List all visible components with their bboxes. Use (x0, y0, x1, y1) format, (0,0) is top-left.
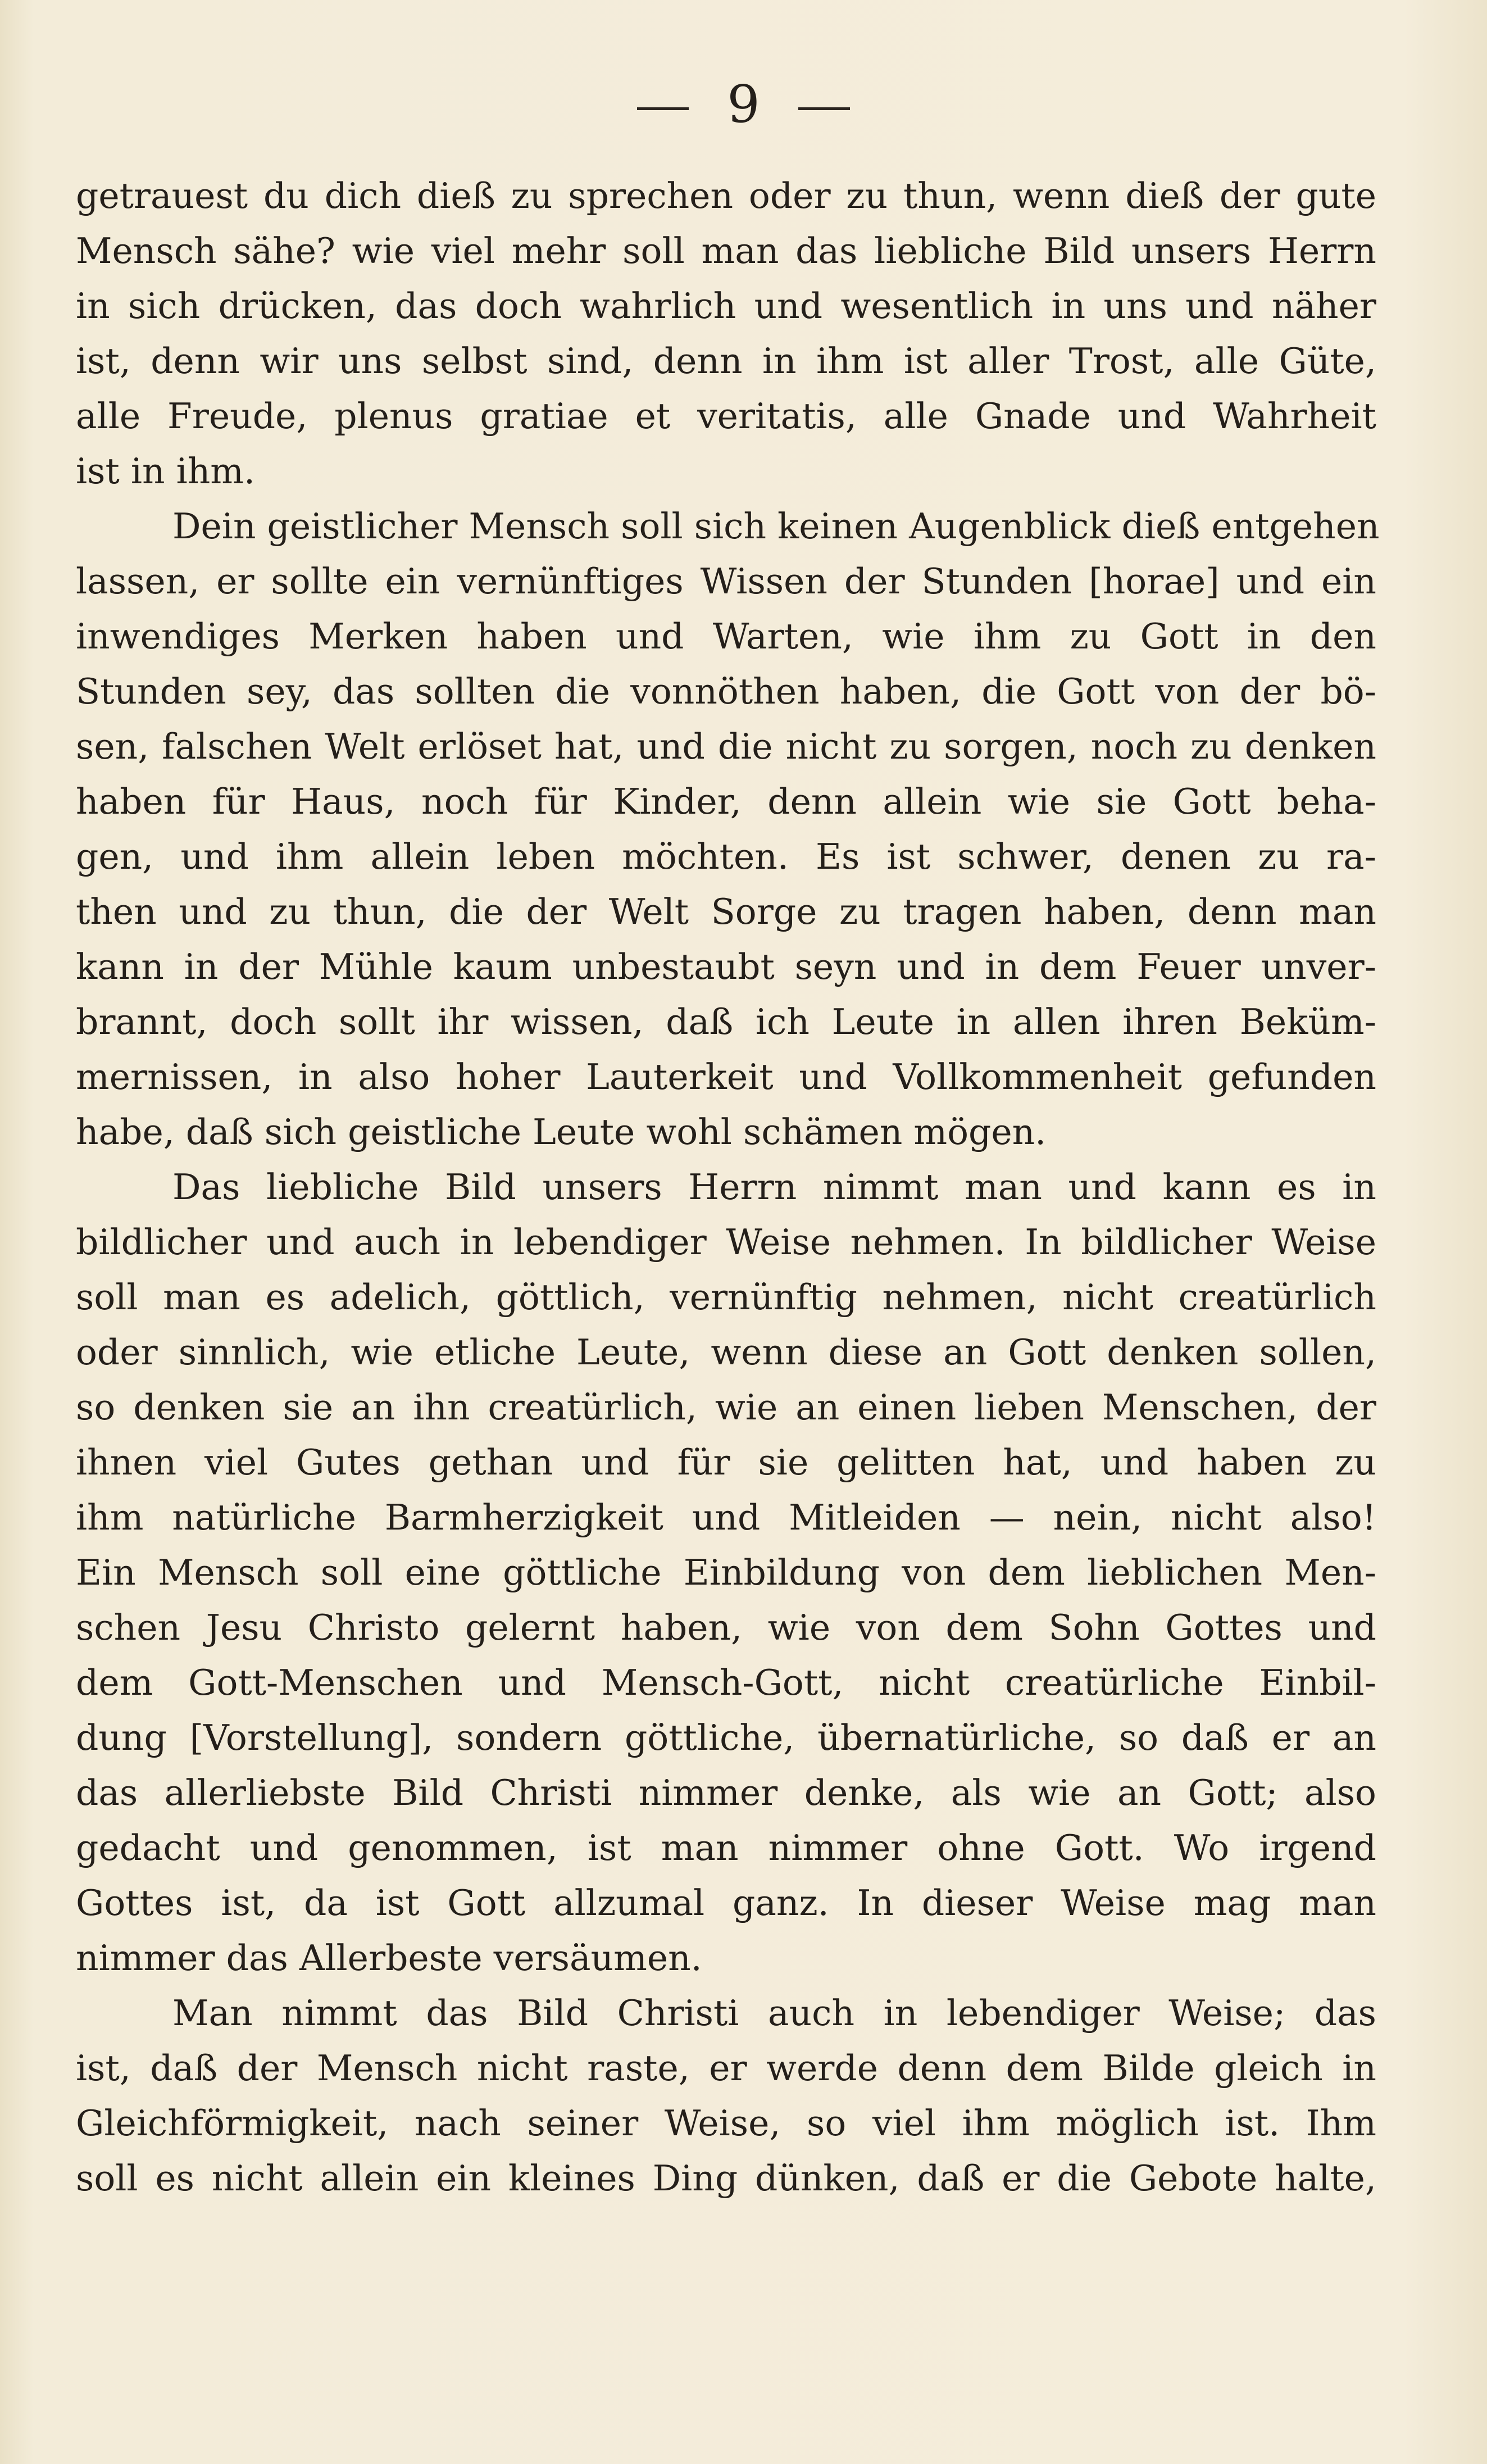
text-line: dem Gott-Menschen und Mensch-Gott, nicht creatürliche Einbil- (76, 1662, 1376, 1703)
text-line: das allerliebste Bild Christi nimmer denke, als wie an Gott; also (76, 1772, 1376, 1813)
text-line: Mensch sähe? wie viel mehr soll man das liebliche Bild unsers Herrn (76, 230, 1376, 271)
text-line: gen, und ihm allein leben möchten. Es ist schwer, denen zu ra- (76, 836, 1376, 877)
text-line: soll man es adelich, göttlich, vernünftig nehmen, nicht creatürlich (76, 1277, 1376, 1318)
paragraph-start-line: Man nimmt das Bild Christi auch in lebendiger Weise; das (172, 1993, 1376, 2034)
text-line: Gleichförmigkeit, nach seiner Weise, so viel ihm möglich ist. Ihm (76, 2103, 1376, 2144)
text-line: brannt, doch sollt ihr wissen, daß ich Leute in allen ihren Beküm- (76, 1001, 1376, 1042)
text-line: bildlicher und auch in lebendiger Weise nehmen. In bildlicher Weise (76, 1222, 1376, 1263)
header-dash-right (798, 107, 850, 110)
text-line: so denken sie an ihn creatürlich, wie an einen lieben Menschen, der (76, 1387, 1376, 1428)
text-line: getrauest du dich dieß zu sprechen oder zu thun, wenn dieß der gute (76, 175, 1376, 216)
text-line: sen, falschen Welt erlöset hat, und die nicht zu sorgen, noch zu denken (76, 726, 1376, 767)
text-line: ist in ihm. (76, 451, 256, 492)
text-line: gedacht und genommen, ist man nimmer ohne Gott. Wo irgend (76, 1827, 1376, 1868)
text-line: oder sinnlich, wie etliche Leute, wenn diese an Gott denken sollen, (76, 1332, 1376, 1373)
paragraph-start-line: Dein geistlicher Mensch soll sich keinen Augenblick dieß entgehen (172, 506, 1380, 547)
page-number: 9 (727, 74, 760, 134)
text-line: haben für Haus, noch für Kinder, denn allein wie sie Gott beha- (76, 781, 1376, 822)
text-line: ihnen viel Gutes gethan und für sie gelitten hat, und haben zu (76, 1442, 1376, 1483)
header-dash-left (637, 107, 689, 110)
text-line: Stunden sey, das sollten die vonnöthen haben, die Gott von der bö- (76, 671, 1376, 712)
text-line: ist, denn wir uns selbst sind, denn in ihm ist aller Trost, alle Güte, (76, 341, 1376, 382)
text-line: in sich drücken, das doch wahrlich und wesentlich in uns und näher (76, 285, 1376, 326)
text-line: soll es nicht allein ein kleines Ding dünken, daß er die Gebote halte, (76, 2158, 1376, 2199)
text-line: schen Jesu Christo gelernt haben, wie von dem Sohn Gottes und (76, 1607, 1376, 1648)
text-line: Gottes ist, da ist Gott allzumal ganz. In dieser Weise mag man (76, 1882, 1376, 1923)
text-line: then und zu thun, die der Welt Sorge zu tragen haben, denn man (76, 891, 1376, 932)
text-line: mernissen, in also hoher Lauterkeit und Vollkommenheit gefunden (76, 1056, 1376, 1097)
text-line: ihm natürliche Barmherzigkeit und Mitleiden — nein, nicht also! (76, 1497, 1376, 1538)
text-line: alle Freude, plenus gratiae et veritatis, alle Gnade und Wahrheit (76, 396, 1376, 437)
body-text (76, 169, 1380, 2206)
page-header (0, 74, 1487, 134)
text-line: lassen, er sollte ein vernünftiges Wissen der Stunden [horae] und ein (76, 561, 1376, 602)
text-line: dung [Vorstellung], sondern göttliche, übernatürliche, so daß er an (76, 1717, 1376, 1758)
text-line: Ein Mensch soll eine göttliche Einbildung von dem lieblichen Men- (76, 1552, 1376, 1593)
text-line: nimmer das Allerbeste versäumen. (76, 1937, 702, 1979)
text-line: kann in der Mühle kaum unbestaubt seyn und in dem Feuer unver- (76, 946, 1376, 987)
text-line: habe, daß sich geistliche Leute wohl schämen mögen. (76, 1111, 1047, 1152)
text-line: inwendiges Merken haben und Warten, wie ihm zu Gott in den (76, 616, 1376, 657)
text-line: ist, daß der Mensch nicht raste, er werde denn dem Bilde gleich in (76, 2048, 1376, 2089)
paragraph-start-line: Das liebliche Bild unsers Herrn nimmt man und kann es in (172, 1167, 1376, 1208)
